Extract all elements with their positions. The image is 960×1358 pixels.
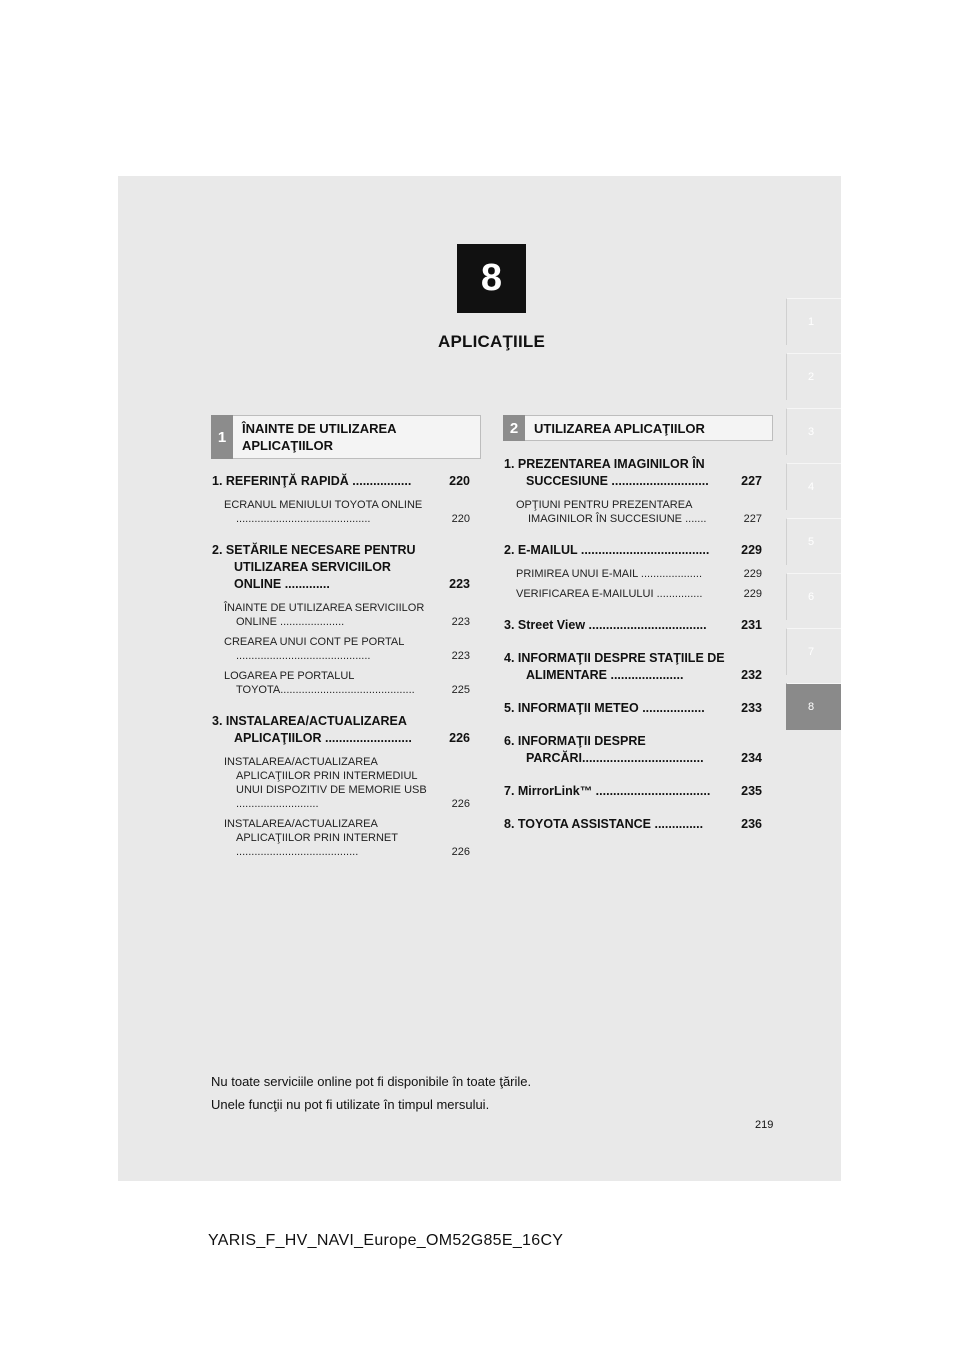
toc-entry[interactable]: 2. E-MAILUL ..................................... 229 — [504, 543, 762, 557]
toc-subentry[interactable]: OPŢIUNI PENTRU PREZENTAREA IMAGINILOR ÎN SUCCESIUNE ....... 227 — [516, 499, 762, 525]
toc-entry[interactable]: 1. PREZENTAREA IMAGINILOR ÎN SUCCESIUNE ............................ 227 — [504, 457, 762, 488]
toc-subentry[interactable]: PRIMIREA UNUI E-MAIL .................... 229 — [516, 568, 762, 580]
toc-column-1 — [212, 473, 470, 859]
chapter-title: APLICAŢIILE — [437, 332, 546, 351]
toc-subentry[interactable]: CREAREA UNUI CONT PE PORTAL ............................................ 223 — [224, 636, 470, 662]
toc-subentry[interactable]: ECRANUL MENIULUI TOYOTA ONLINE ............................................ 220 — [224, 499, 470, 525]
toc-entry[interactable]: 1. REFERINŢĂ RAPIDĂ ................. 220 — [212, 474, 470, 488]
chapter-number-badge: 8 — [457, 244, 526, 313]
note-line-2: Unele funcţii nu pot fi utilizate în timpul mersului. — [211, 1097, 490, 1112]
tab-2[interactable]: 2 — [786, 353, 841, 400]
section-1-header — [211, 415, 481, 459]
toc-entry[interactable]: 4. INFORMAŢII DESPRE STAŢIILE DE ALIMENTARE ..................... 232 — [504, 651, 762, 682]
tab-7[interactable]: 7 — [786, 628, 841, 675]
toc-subentry[interactable]: INSTALAREA/ACTUALIZAREA APLICAŢIILOR PRIN INTERNET ........................................ 226 — [224, 818, 470, 858]
tab-4[interactable]: 4 — [786, 463, 841, 510]
section-title: UTILIZAREA APLICAŢIILOR — [525, 415, 773, 441]
toc-subentry[interactable]: ÎNAINTE DE UTILIZAREA SERVICIILOR ONLINE ..................... 223 — [224, 602, 470, 628]
toc-subentry[interactable]: VERIFICAREA E-MAILULUI ............... 229 — [516, 588, 762, 600]
tab-5[interactable]: 5 — [786, 518, 841, 565]
note-line-1: Nu toate serviciile online pot fi disponibile în toate ţările. — [211, 1074, 532, 1089]
toc-entry[interactable]: 3. INSTALAREA/ACTUALIZAREA APLICAŢIILOR ......................... 226 — [212, 714, 470, 745]
toc-entry[interactable]: 6. INFORMAŢII DESPRE PARCĂRI................................... 234 — [504, 734, 762, 765]
tab-3[interactable]: 3 — [786, 408, 841, 455]
tab-6[interactable]: 6 — [786, 573, 841, 620]
toc-column-2 — [504, 456, 762, 833]
toc-entry[interactable]: 2. SETĂRILE NECESARE PENTRU UTILIZAREA SERVICIILOR ONLINE ............. 223 — [212, 543, 470, 591]
section-number: 2 — [503, 415, 525, 441]
section-2-header — [503, 415, 773, 441]
toc-subentry[interactable]: LOGAREA PE PORTALUL TOYOTA............................................ 225 — [224, 670, 470, 696]
toc-entry[interactable]: 8. TOYOTA ASSISTANCE .............. 236 — [504, 817, 762, 831]
toc-entry[interactable]: 7. MirrorLink™ ................................. 235 — [504, 784, 762, 798]
document-code: YARIS_F_HV_NAVI_Europe_OM52G85E_16CY — [208, 1232, 564, 1249]
section-number: 1 — [211, 415, 233, 459]
toc-entry[interactable]: 5. INFORMAŢII METEO .................. 233 — [504, 701, 762, 715]
tab-8[interactable]: 8 — [786, 683, 841, 730]
toc-entry[interactable]: 3. Street View .................................. 231 — [504, 618, 762, 632]
chapter-tabs — [786, 298, 841, 738]
toc-subentry[interactable]: INSTALAREA/ACTUALIZAREA APLICAŢIILOR PRIN INTERMEDIUL UNUI DISPOZITIV DE MEMORIE USB ........................... 226 — [224, 756, 470, 810]
page-number: 219 — [755, 1119, 774, 1131]
section-title: ÎNAINTE DE UTILIZAREA APLICAŢIILOR — [233, 415, 481, 459]
tab-1[interactable]: 1 — [786, 298, 841, 345]
